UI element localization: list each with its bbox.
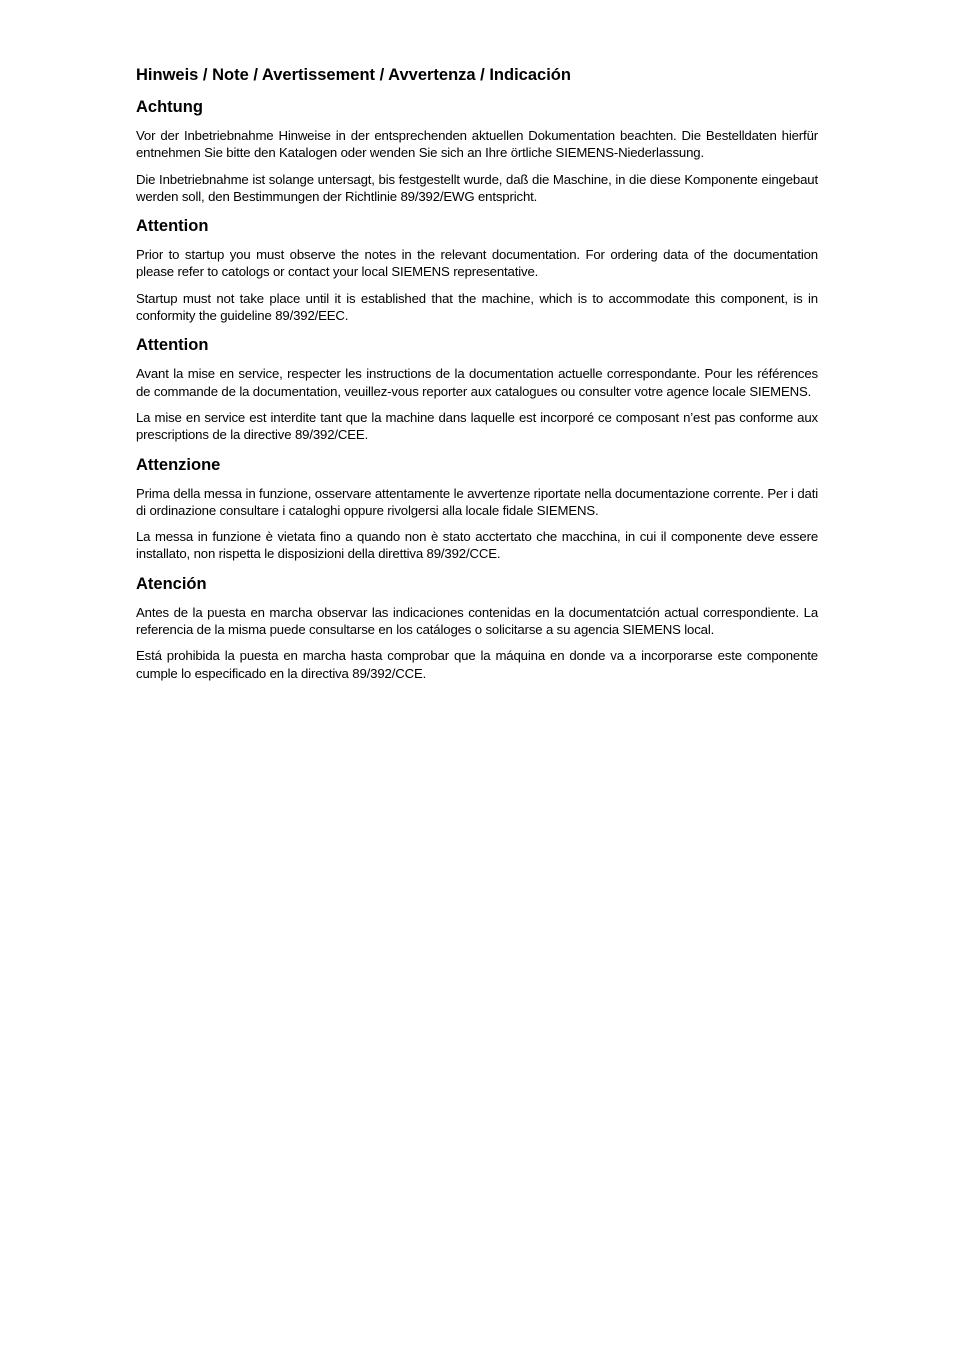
paragraph: Avant la mise en service, respecter les instructions de la documentation actuelle correspondante. Pour les références de commande de la documentation, veuillez-vous reporter aux catalogues ou consulter votre agence locale SIEMENS. (136, 366, 818, 399)
section-italian (136, 454, 818, 563)
paragraph: Die Inbetriebnahme ist solange untersagt, bis festgestellt wurde, daß die Maschine, in die diese Komponente eingebaut werden soll, den Bestimmungen der Richtlinie 89/392/EWG entspricht. (136, 171, 818, 204)
section-heading: Atención (136, 574, 207, 593)
paragraph: Prior to startup you must observe the notes in the relevant documentation. For ordering data of the documentation please refer to catologs or contact your local SIEMENS representative. (136, 247, 818, 280)
document-page (136, 64, 818, 692)
section-spanish (136, 573, 818, 682)
page-title: Hinweis / Note / Avertissement / Avvertenza / Indicación (136, 66, 571, 84)
paragraph: Está prohibida la puesta en marcha hasta comprobar que la máquina en donde va a incorporarse este componente cumple lo especificado en la directiva 89/392/CCE. (136, 648, 818, 681)
paragraph: La mise en service est interdite tant que la machine dans laquelle est incorporé ce composant n’est pas conforme aux prescriptions de la directive 89/392/CEE. (136, 409, 818, 443)
section-heading: Attention (136, 217, 209, 236)
section-heading: Achtung (136, 98, 203, 116)
section-english (136, 215, 818, 324)
paragraph: Vor der Inbetriebnahme Hinweise in der entsprechenden aktuellen Dokumentation beachten. Die Bestelldaten hierfür entnehmen Sie bitte den Katalogen oder wenden Sie sich an Ihre örtliche SIEMENS-Niederlassung. (136, 128, 818, 161)
section-german (136, 96, 818, 205)
section-french (136, 334, 818, 443)
section-heading: Attenzione (136, 455, 221, 474)
paragraph: La messa in funzione è vietata fino a quando non è stato acctertato che macchina, in cui il componente deve essere installato, non rispetta le disposizioni della direttiva 89/392/CCE. (136, 529, 818, 562)
paragraph: Antes de la puesta en marcha observar las indicaciones contenidas en la documentatción actual correspondiente. La referencia de la misma puede consultarse en los catáloges o solicitarse a su agencia SIEMENS local. (136, 604, 818, 638)
section-heading: Attention (136, 336, 209, 355)
paragraph: Startup must not take place until it is established that the machine, which is to accommodate this component, is in conformity the guideline 89/392/EEC. (136, 290, 818, 324)
paragraph: Prima della messa in funzione, osservare attentamente le avvertenze riportate nella documentazione corrente. Per i dati di ordinazione consultare i cataloghi oppure rivolgersi alla locale fidale SIEMENS. (136, 485, 818, 518)
